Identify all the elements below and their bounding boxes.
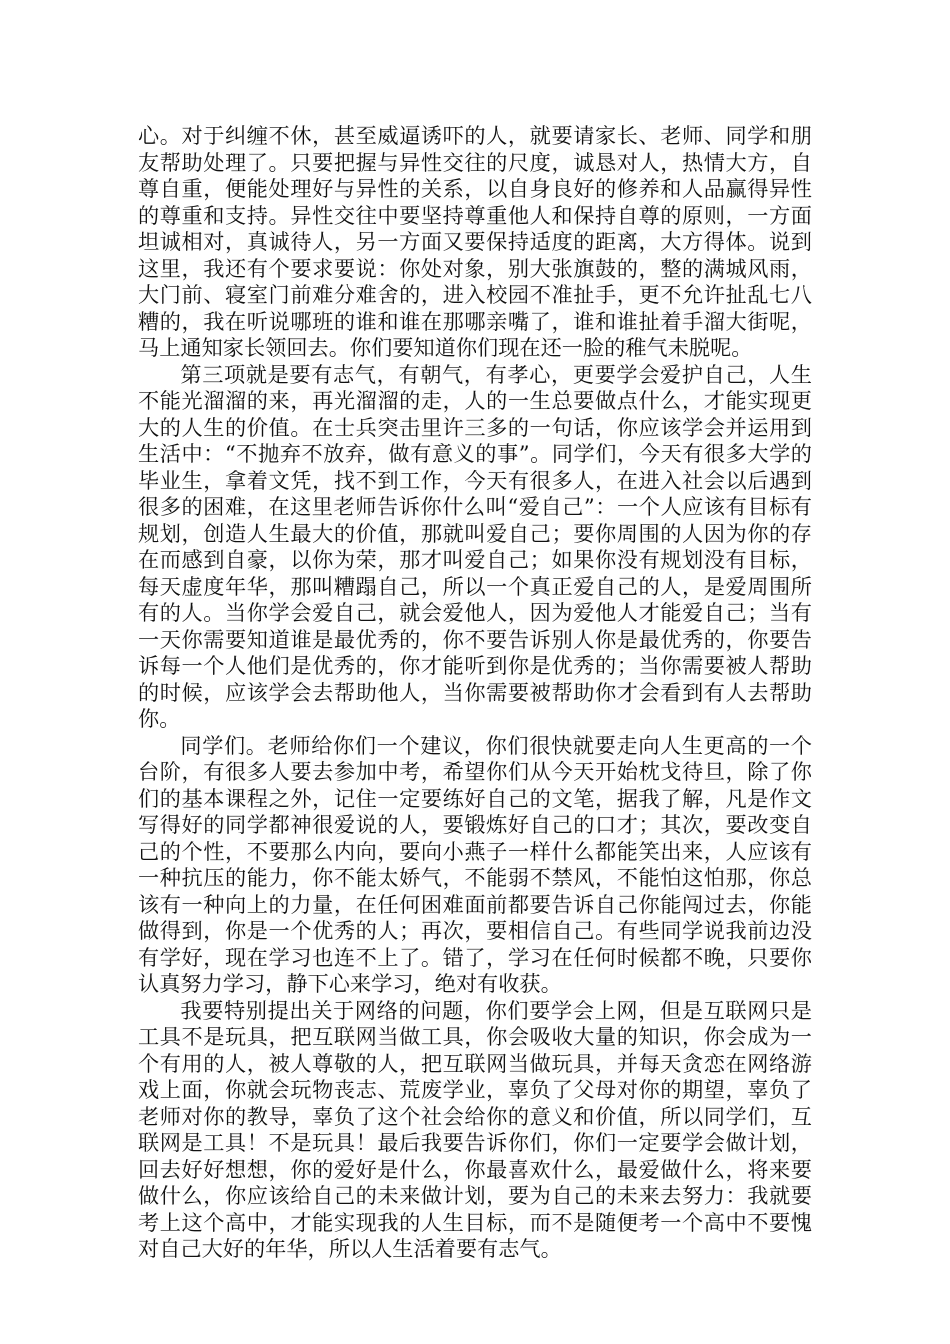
paragraph-advice: 同学们。老师给你们一个建议，你们很快就要走向人生更高的一个台阶，有很多人要去参加中考，希望你们从今天开始枕戈待旦，除了你们的基本课程之外，记住一定要练好自己的文笔，据我了解，凡是作文写得好的同学都神很爱说的人，要锻炼好自己的口才；其次，要改变自己的个性，不要那么内向，要向小燕子一样什么都能笑出来，人应该有一种抗压的能力，你不能太娇气，不能弱不禁风，不能怕这怕那，你总该有一种向上的力量，在任何困难面前都要告诉自己你能闯过去，你能做得到，你是一个优秀的人；再次，要相信自己。有些同学说我前边没有学好，现在学习也连不上了。错了，学习在任何时候都不晚，只要你认真努力学习，静下心来学习，绝对有收获。 <box>138 732 812 996</box>
document-page <box>138 123 812 1263</box>
paragraph-self-respect: 第三项就是要有志气，有朝气，有孝心，更要学会爱护自己，人生不能光溜溜的来，再光溜溜的走，人的一生总要做点什么，才能实现更大的人生的价值。在士兵突击里许三多的一句话，你应该学会并运用到生活中：“不抛弃不放弃，做有意义的事”。同学们，今天有很多大学的毕业生，拿着文凭，找不到工作，今天有很多人，在进入社会以后遇到很多的困难，在这里老师告诉你什么叫“爱自己”：一个人应该有目标有规划，创造人生最大的价值，那就叫爱自己；要你周围的人因为你的存在而感到自豪，以你为荣，那才叫爱自己；如果你没有规划没有目标，每天虚度年华，那叫糟蹋自己，所以一个真正爱自己的人，是爱周围所有的人。当你学会爱自己，就会爱他人，因为爱他人才能爱自己；当有一天你需要知道谁是最优秀的，你不要告诉别人你是最优秀的，你要告诉每一个人他们是优秀的，你才能听到你是优秀的；当你需要被人帮助的时候，应该学会去帮助他人，当你需要被帮助你才会看到有人去帮助你。 <box>138 361 812 731</box>
paragraph-continued: 心。对于纠缠不休，甚至威逼诱吓的人，就要请家长、老师、同学和朋友帮助处理了。只要把握与异性交往的尺度，诚恳对人，热情大方，自尊自重，便能处理好与异性的关系，以自身良好的修养和人品赢得异性的尊重和支持。异性交往中要坚持尊重他人和保持自尊的原则，一方面坦诚相对，真诚待人，另一方面又要保持适度的距离，大方得体。说到这里，我还有个要求要说：你处对象，别大张旗鼓的，整的满城风雨，大门前、寝室门前难分难舍的，进入校园不准扯手，更不允许扯乱七八糟的，我在听说哪班的谁和谁在那哪亲嘴了，谁和谁扯着手溜大街呢，马上通知家长领回去。你们要知道你们现在还一脸的稚气未脱呢。 <box>138 123 812 360</box>
paragraph-internet: 我要特别提出关于网络的问题，你们要学会上网，但是互联网只是工具不是玩具，把互联网当做工具，你会吸收大量的知识，你会成为一个有用的人，被人尊敬的人，把互联网当做玩具，并每天贪恋在网络游戏上面，你就会玩物丧志、荒废学业，辜负了父母对你的期望，辜负了老师对你的教导，辜负了这个社会给你的意义和价值，所以同学们，互联网是工具！不是玩具！最后我要告诉你们，你们一定要学会做计划，回去好好想想，你的爱好是什么，你最喜欢什么，最爱做什么，将来要做什么，你应该给自己的未来做计划，要为自己的未来去努力：我就要考上这个高中，才能实现我的人生目标，而不是随便考一个高中不要愧对自己大好的年华，所以人生活着要有志气。 <box>138 997 812 1261</box>
